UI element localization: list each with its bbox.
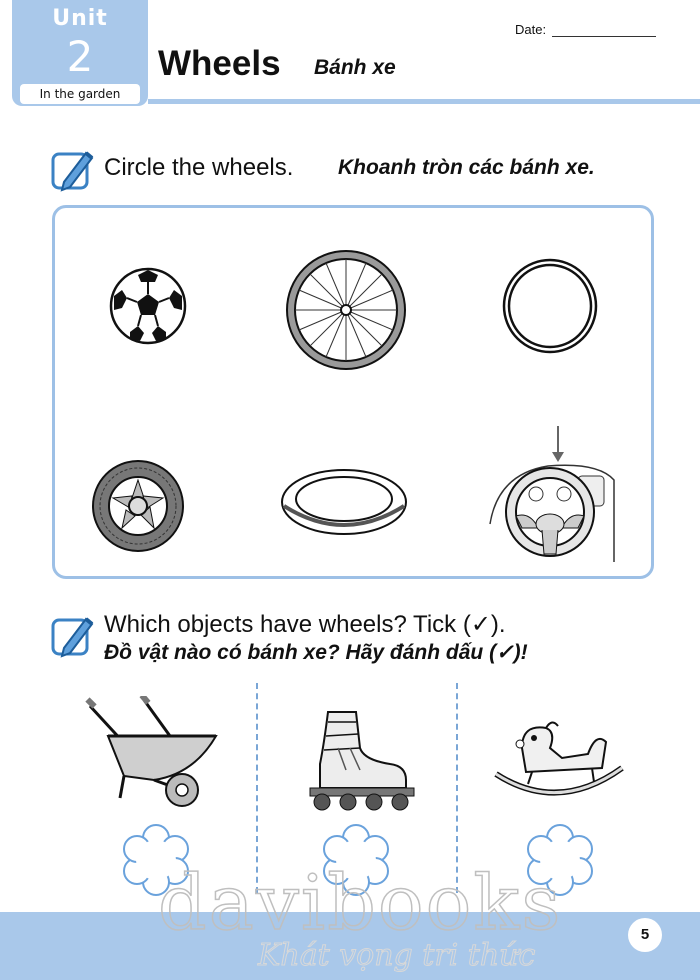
page-title: Wheels <box>158 44 281 83</box>
rocking-horse-image[interactable] <box>492 718 628 810</box>
page-subtitle: Bánh xe <box>314 56 396 79</box>
exercise1-instruction-vi: Khoanh tròn các bánh xe. <box>338 156 595 179</box>
exercise2-instruction-en: Which objects have wheels? Tick (✓). <box>104 611 506 638</box>
unit-number: 2 <box>66 32 94 81</box>
date-field[interactable] <box>552 36 656 37</box>
watermark-slogan: Khát vọng tri thức <box>258 938 536 973</box>
football-image[interactable] <box>108 266 188 346</box>
unit-topic: In the garden <box>20 84 140 104</box>
unit-tab <box>12 0 148 106</box>
roller-skate-image[interactable] <box>294 708 420 812</box>
unit-label: Unit <box>52 6 108 31</box>
exercise2-instruction-vi: Đồ vật nào có bánh xe? Hãy đánh dấu (✓)! <box>104 641 528 664</box>
steering-wheel-image[interactable] <box>488 424 618 564</box>
page-number: 5 <box>628 918 662 952</box>
exercise1-instruction-en: Circle the wheels. <box>104 154 294 181</box>
bicycle-wheel-image[interactable] <box>284 248 408 372</box>
car-tyre-image[interactable] <box>90 458 186 554</box>
plate-image[interactable] <box>280 466 408 536</box>
header-divider <box>148 99 700 104</box>
wheelbarrow-image[interactable] <box>84 696 220 814</box>
pencil-icon <box>50 612 96 658</box>
watermark-brand: davibooks <box>158 858 563 947</box>
date-label: Date: <box>515 22 547 37</box>
pencil-icon <box>50 146 96 192</box>
ring-image[interactable] <box>500 256 600 356</box>
